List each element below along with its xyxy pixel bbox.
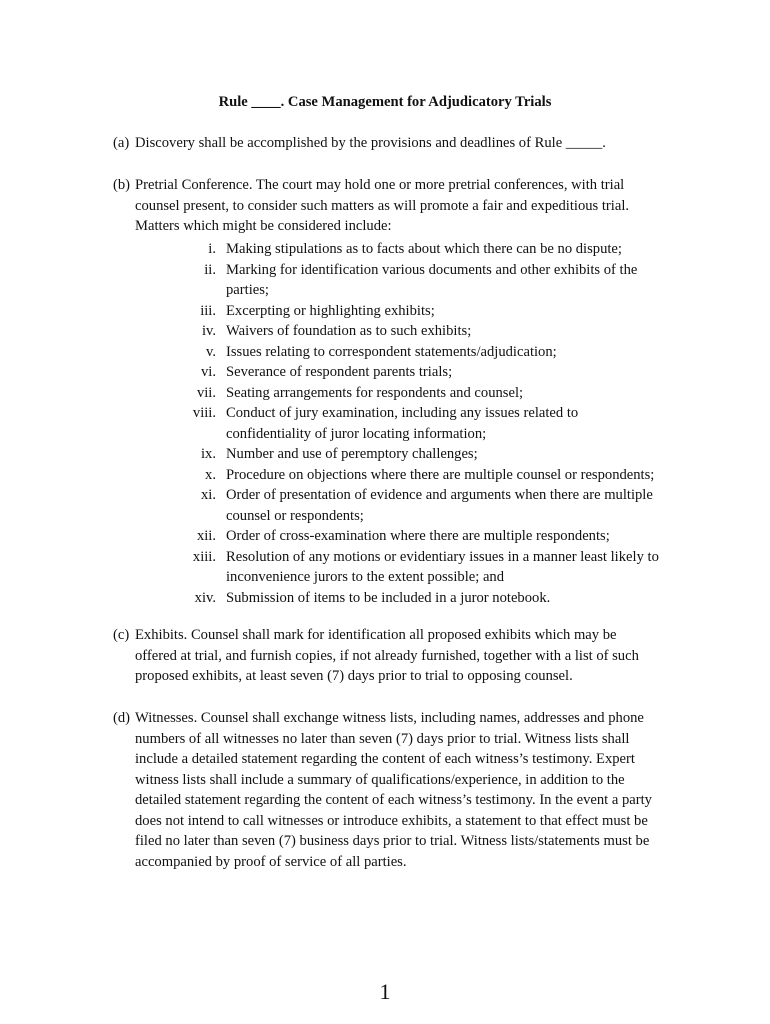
list-item-number: xii. — [196, 528, 216, 544]
section-d — [113, 708, 673, 872]
list-item-text: Number and use of peremptory challenges; — [226, 446, 478, 462]
rule-title: Rule ____. Case Management for Adjudicatory Trials — [218, 94, 552, 110]
list-item — [0, 444, 770, 465]
list-item-text: Submission of items to be included in a juror notebook. — [226, 589, 551, 606]
list-item-text: Excerpting or highlighting exhibits; — [226, 302, 435, 319]
list-item — [0, 588, 770, 609]
section-c-text: Exhibits. Counsel shall mark for identification all proposed exhibits which may be offered at trial, and furnish copies, if not already furnished, together with a list of such proposed exhibits, at least seven (7) days prior to trial to opposing counsel. — [135, 627, 639, 684]
list-item-number: v. — [206, 343, 216, 360]
list-item — [0, 362, 770, 383]
list-item-number: x. — [205, 466, 216, 483]
list-item — [0, 342, 770, 363]
list-item-number: vi. — [201, 364, 216, 380]
list-item — [0, 403, 770, 444]
list-item-text: Order of presentation of evidence and arguments when there are multiple counsel or respondents; — [226, 487, 653, 524]
list-item-text: Procedure on objections where there are multiple counsel or respondents; — [226, 466, 655, 483]
section-b — [113, 175, 673, 237]
list-item-number: iii. — [200, 302, 216, 319]
list-item-number: i. — [208, 241, 216, 257]
list-item-number: xiv. — [194, 589, 216, 606]
pretrial-matters-list — [0, 239, 770, 608]
list-item — [0, 383, 770, 404]
list-item-number: viii. — [192, 405, 216, 421]
list-item-text: Issues relating to correspondent statements/adjudication; — [226, 343, 557, 360]
list-item-number: xiii. — [192, 548, 216, 565]
list-item-text: Making stipulations as to facts about which there can be no dispute; — [226, 241, 622, 257]
list-item-text: Waivers of foundation as to such exhibits; — [226, 323, 472, 339]
list-item — [0, 239, 770, 260]
section-c — [113, 625, 673, 687]
list-item-text: Conduct of jury examination, including any issues related to confidentiality of juror locating information; — [226, 405, 579, 442]
list-item-text: Resolution of any motions or evidentiary issues in a manner least likely to inconvenience jurors to the extent possible; and — [226, 548, 659, 585]
list-item-text: Order of cross-examination where there are multiple respondents; — [226, 528, 610, 544]
page-number: 1 — [379, 979, 391, 1004]
section-a-marker: (a) — [113, 135, 130, 151]
section-a — [113, 133, 673, 154]
section-c-marker: (c) — [113, 627, 130, 643]
list-item — [0, 301, 770, 322]
section-b-text: Pretrial Conference. The court may hold one or more pretrial conferences, with trial counsel present, to consider such matters as will promote a fair and expeditious trial. Matters which might be considered include: — [135, 177, 630, 234]
section-a-text: Discovery shall be accomplished by the provisions and deadlines of Rule _____. — [135, 135, 606, 151]
list-item — [0, 465, 770, 486]
list-item — [0, 547, 770, 588]
section-d-marker: (d) — [113, 710, 131, 726]
list-item-number: iv. — [201, 323, 216, 339]
list-item-text: Marking for identification various documents and other exhibits of the parties; — [226, 261, 638, 298]
list-item-number: xi. — [201, 487, 216, 503]
list-item — [0, 485, 770, 526]
list-item-text: Seating arrangements for respondents and counsel; — [226, 384, 524, 401]
list-item-number: ii. — [204, 261, 216, 278]
list-item-number: vii. — [196, 384, 216, 401]
section-b-marker: (b) — [113, 177, 131, 193]
list-item — [0, 526, 770, 547]
section-d-text: Witnesses. Counsel shall exchange witness lists, including names, addresses and phone numbers of all witnesses no later than seven (7) days prior to trial. Witness lists shall include a detailed statement regarding the content of each witness’s testimony. Expert witness lists shall include a summary of qualifications/experience, in addition to the detailed statement regarding the content of each witness’s testimony. In the event a party does not intend to call witnesses or introduce exhibits, a statement to that effect must be filed no later than seven (7) business days prior to trial. Witness lists/statements must be accompanied by proof of service of all parties. — [135, 710, 652, 870]
list-item — [0, 260, 770, 301]
list-item-number: ix. — [201, 446, 216, 462]
list-item-text: Severance of respondent parents trials; — [226, 364, 453, 380]
list-item — [0, 321, 770, 342]
